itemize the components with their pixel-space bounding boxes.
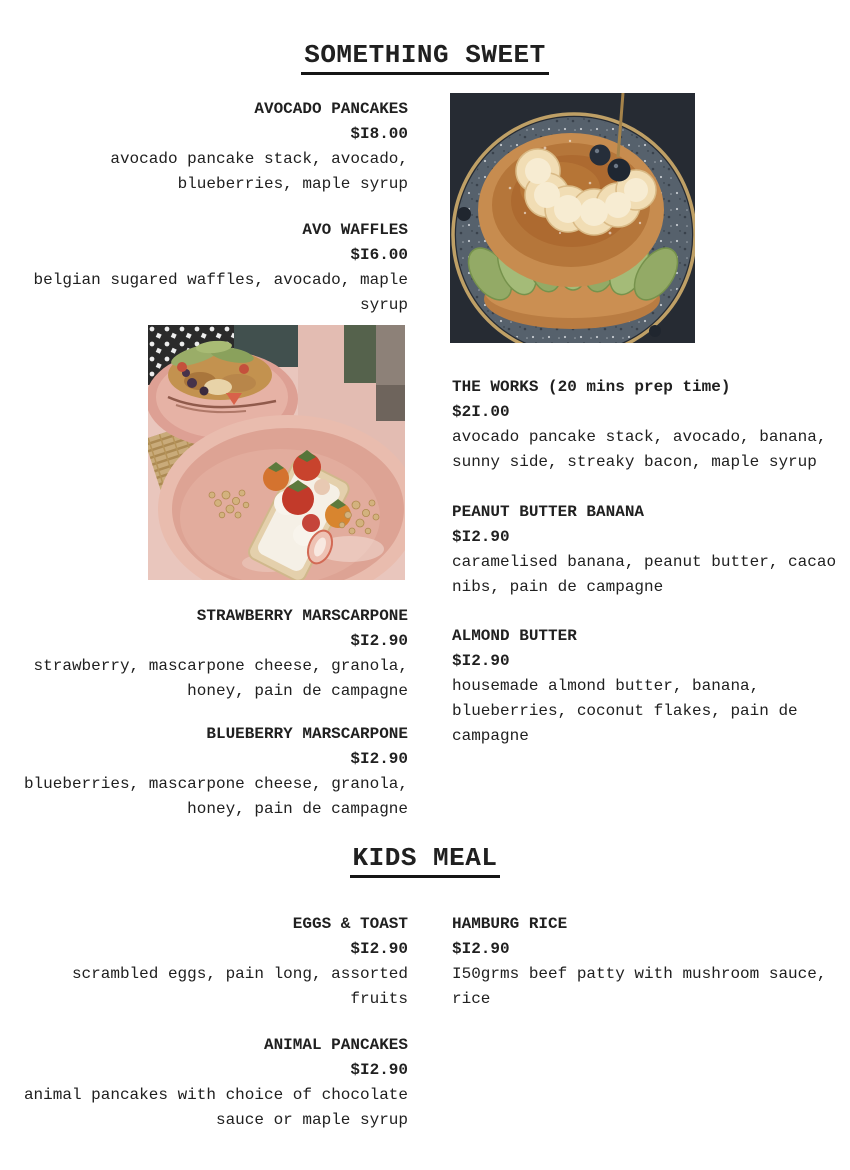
item-description: avocado pancake stack, avocado, blueberries, maple syrup [110,150,408,193]
item-price: $I8.00 [350,125,408,143]
item-name: EGGS & TOAST [292,915,408,933]
item-description: scrambled eggs, pain long, assorted fruits [71,965,408,1008]
section-title-text: KIDS MEAL [350,843,501,878]
item-description: strawberry, mascarpone cheese, granola, honey, pain de campagne [33,657,408,700]
menu-item-the-works [452,375,841,475]
item-price: $I6.00 [350,246,408,264]
green-wall [344,325,376,383]
item-description: animal pancakes with choice of chocolate sauce or maple syrup [23,1086,408,1129]
avocado-pancake-stack-photo [450,93,695,343]
section-title-text: SOMETHING SWEET [301,40,549,75]
menu-item-almond-butter [452,624,841,749]
section-heading-kids-meal [0,843,850,878]
item-description: caramelised banana, peanut butter, cacao nibs, pain de campagne [452,553,837,596]
item-price: $I2.90 [350,750,408,768]
item-name: BLUEBERRY MARSCARPONE [206,725,408,743]
item-price: $I2.90 [452,528,510,546]
item-price: $I2.90 [350,940,408,958]
item-description: housemade almond butter, banana, blueberries, coconut flakes, pain de campagne [452,677,798,745]
menu-item-avocado-pancakes [19,97,408,197]
item-price: $I2.90 [452,940,510,958]
menu-item-avo-waffles [19,218,408,318]
menu-item-strawberry-marscarpone [19,604,408,704]
item-name: AVOCADO PANCAKES [254,100,408,118]
menu-item-animal-pancakes [19,1033,408,1133]
item-price: $I2.90 [350,632,408,650]
item-price: $I2.90 [452,652,510,670]
menu-item-hamburg-rice [452,912,841,1012]
item-name: ANIMAL PANCAKES [263,1036,408,1054]
item-description: avocado pancake stack, avocado, banana, sunny side, streaky bacon, maple syrup [452,428,827,471]
item-name: AVO WAFFLES [302,221,408,239]
menu-item-blueberry-marscarpone [19,722,408,822]
item-name: PEANUT BUTTER BANANA [452,503,645,521]
item-name: HAMBURG RICE [452,915,568,933]
item-name: THE WORKS (20 mins prep time) [452,378,731,396]
item-name: STRAWBERRY MARSCARPONE [196,607,408,625]
item-price: $I2.90 [350,1061,408,1079]
item-description: I50grms beef patty with mushroom sauce, rice [452,965,827,1008]
menu-item-peanut-butter-banana [452,500,841,600]
item-description: blueberries, mascarpone cheese, granola, honey, pain de campagne [23,775,408,818]
strawberry-mascarpone-photo [148,325,405,580]
section-heading-something-sweet [0,40,850,75]
item-name: ALMOND BUTTER [452,627,577,645]
item-description: belgian sugared waffles, avocado, maple syrup [33,271,408,314]
item-price: $2I.00 [452,403,510,421]
menu-item-eggs-toast [19,912,408,1012]
